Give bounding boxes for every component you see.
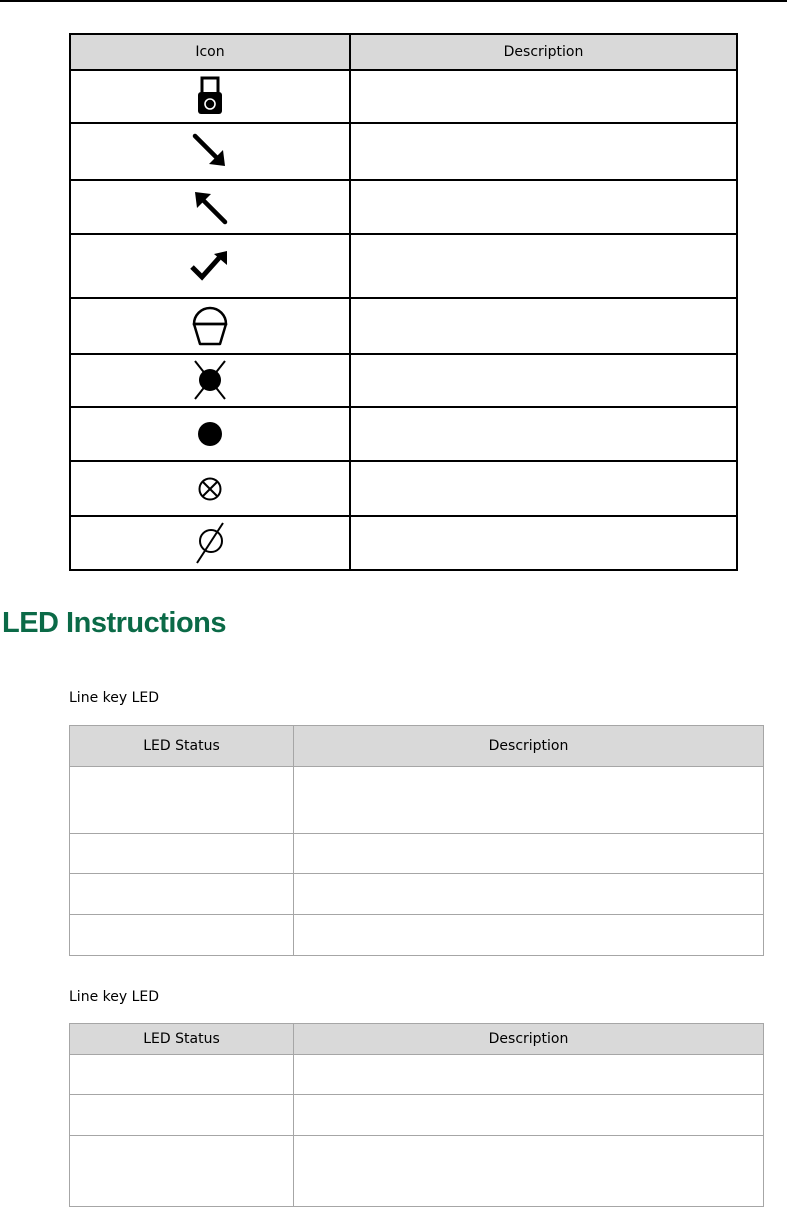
icon-cell <box>70 123 350 180</box>
description-cell <box>350 180 737 234</box>
slashed-circle-icon <box>193 521 227 565</box>
led-status-cell <box>70 915 294 956</box>
received-call-arrow-icon <box>191 132 229 170</box>
icon-cell <box>70 516 350 570</box>
description-cell <box>350 407 737 461</box>
table-row <box>70 123 737 180</box>
led-status-column-header: LED Status <box>70 1024 294 1055</box>
table-row <box>70 234 737 298</box>
icon-column-header: Icon <box>70 34 350 70</box>
led-status-table <box>69 725 764 956</box>
led-status-cell <box>70 874 294 915</box>
table-row <box>70 407 737 461</box>
description-cell <box>294 767 764 834</box>
led-status-cell <box>70 1055 294 1095</box>
description-cell <box>294 1095 764 1136</box>
led-status-cell <box>70 1136 294 1207</box>
table-row <box>70 70 737 123</box>
description-cell <box>294 915 764 956</box>
description-cell <box>350 123 737 180</box>
description-cell <box>350 70 737 123</box>
circled-x-icon <box>197 476 223 502</box>
description-cell <box>294 834 764 874</box>
table-row <box>70 354 737 408</box>
description-column-header: Description <box>294 1024 764 1055</box>
description-cell <box>294 1136 764 1207</box>
table-row <box>70 461 737 516</box>
icon-cell <box>70 180 350 234</box>
description-cell <box>294 874 764 915</box>
table-caption: Line key LED <box>69 989 160 1005</box>
led-table-header-row <box>70 1024 764 1055</box>
call-forward-icon <box>189 249 231 283</box>
description-cell <box>350 234 737 298</box>
icon-table-header-row <box>70 34 737 70</box>
icon-cell <box>70 70 350 123</box>
table-row <box>70 915 764 956</box>
filled-dot-icon <box>196 420 224 448</box>
icon-cell <box>70 461 350 516</box>
led-status-cell <box>70 767 294 834</box>
section-title: LED Instructions <box>2 607 227 639</box>
description-column-header: Description <box>294 726 764 767</box>
description-cell <box>350 516 737 570</box>
icon-table <box>69 33 738 571</box>
icon-cell <box>70 407 350 461</box>
mute-crossed-dot-icon <box>190 358 230 402</box>
placed-call-arrow-icon <box>191 188 229 226</box>
table-row <box>70 767 764 834</box>
led-table-header-row <box>70 726 764 767</box>
description-cell <box>294 1055 764 1095</box>
table-row <box>70 874 764 915</box>
led-status-cell <box>70 834 294 874</box>
keypad-lock-icon <box>197 76 223 116</box>
description-column-header: Description <box>350 34 737 70</box>
description-cell <box>350 298 737 354</box>
table-row <box>70 298 737 354</box>
led-status-cell <box>70 1095 294 1136</box>
icon-cell <box>70 234 350 298</box>
table-row <box>70 516 737 570</box>
page-top-rule <box>0 0 787 2</box>
led-status-table <box>69 1023 764 1207</box>
table-caption: Line key LED <box>69 690 160 706</box>
description-cell <box>350 461 737 516</box>
led-status-column-header: LED Status <box>70 726 294 767</box>
table-row <box>70 1095 764 1136</box>
description-cell <box>350 354 737 408</box>
table-row <box>70 180 737 234</box>
icon-cell <box>70 354 350 408</box>
icon-cell <box>70 298 350 354</box>
ring-volume-bell-icon <box>192 306 228 346</box>
table-row <box>70 1055 764 1095</box>
table-row <box>70 1136 764 1207</box>
table-row <box>70 834 764 874</box>
